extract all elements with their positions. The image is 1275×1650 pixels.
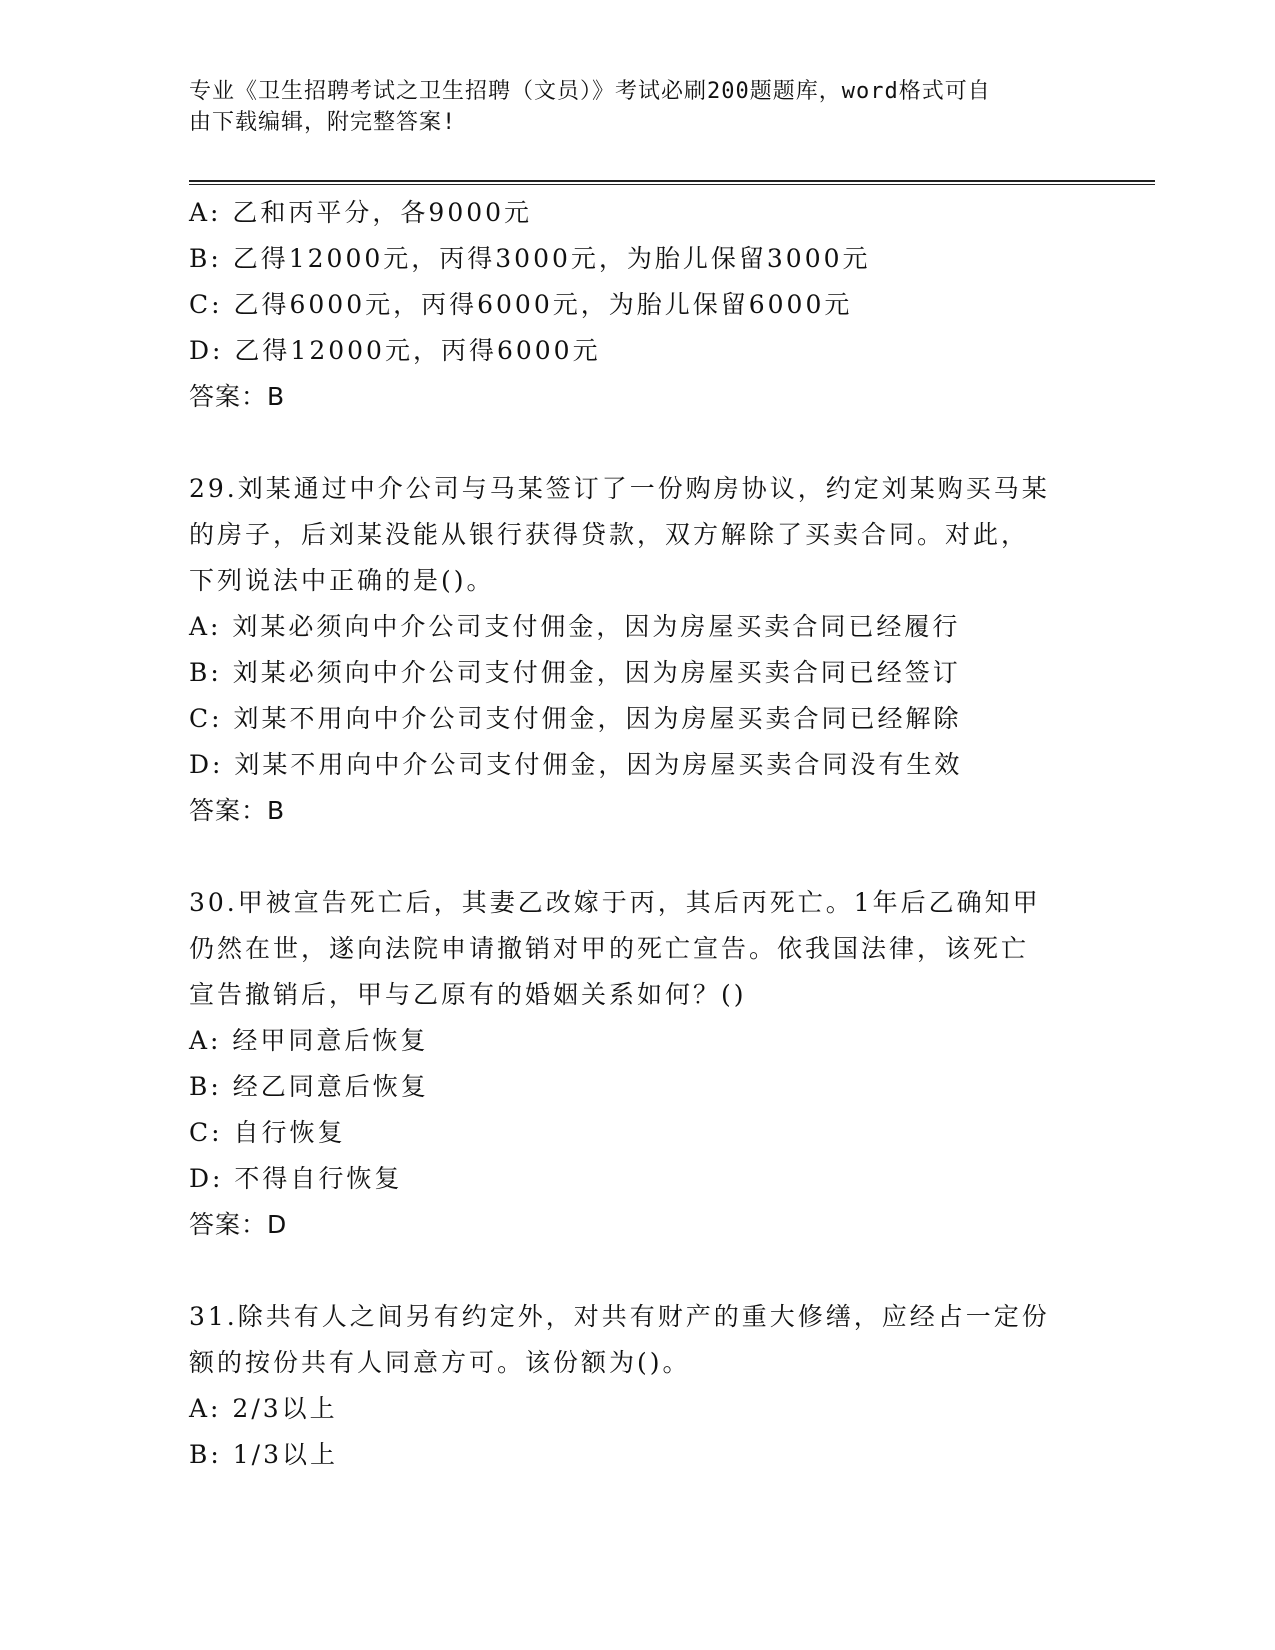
stem-line: 31.除共有人之间另有约定外，对共有财产的重大修缮，应经占一定份 [189, 1302, 1050, 1331]
header-line-2: 由下载编辑，附完整答案! [189, 110, 457, 135]
question-28 [189, 190, 1089, 420]
option-d: D: 不得自行恢复 [189, 1164, 403, 1193]
answer: 答案：D [189, 1210, 288, 1239]
header-divider [189, 180, 1155, 185]
question-stem [189, 1294, 1089, 1386]
stem-line: 额的按份共有人同意方可。该份额为()。 [189, 1348, 691, 1377]
header-line-1: 专业《卫生招聘考试之卫生招聘（文员）》考试必刷200题题库，word格式可自 [189, 79, 991, 104]
option-c: C: 自行恢复 [189, 1118, 346, 1147]
option-a: A: 经甲同意后恢复 [189, 1026, 429, 1055]
question-31 [189, 1294, 1089, 1478]
option-a: A: 2/3以上 [189, 1394, 338, 1423]
option-b: B: 经乙同意后恢复 [189, 1072, 429, 1101]
stem-line: 30.甲被宣告死亡后，其妻乙改嫁于丙，其后丙死亡。1年后乙确知甲 [189, 888, 1041, 917]
spacer [189, 834, 1089, 880]
question-30 [189, 880, 1089, 1248]
stem-line: 仍然在世，遂向法院申请撤销对甲的死亡宣告。依我国法律，该死亡 [189, 934, 1030, 963]
spacer [189, 420, 1089, 466]
option-d: D: 刘某不用向中介公司支付佣金，因为房屋买卖合同没有生效 [189, 750, 963, 779]
option-c: C: 刘某不用向中介公司支付佣金，因为房屋买卖合同已经解除 [189, 704, 962, 733]
stem-line: 宣告撤销后，甲与乙原有的婚姻关系如何？() [189, 980, 747, 1009]
question-29 [189, 466, 1089, 834]
stem-line: 下列说法中正确的是()。 [189, 566, 495, 595]
spacer [189, 1248, 1089, 1294]
question-stem [189, 466, 1089, 604]
stem-line: 29.刘某通过中介公司与马某签订了一份购房协议，约定刘某购买马某 [189, 474, 1050, 503]
question-stem [189, 880, 1089, 1018]
answer: 答案：B [189, 796, 286, 825]
option-d: D: 乙得12000元，丙得6000元 [189, 336, 601, 365]
option-b: B: 刘某必须向中介公司支付佣金，因为房屋买卖合同已经签订 [189, 658, 961, 687]
document-header [189, 76, 1069, 138]
option-a: A: 乙和丙平分，各9000元 [189, 198, 533, 227]
answer: 答案：B [189, 382, 286, 411]
stem-line: 的房子，后刘某没能从银行获得贷款，双方解除了买卖合同。对此， [189, 520, 1030, 549]
option-c: C: 乙得6000元，丙得6000元，为胎儿保留6000元 [189, 290, 853, 319]
option-b: B: 乙得12000元，丙得3000元，为胎儿保留3000元 [189, 244, 871, 273]
question-content [189, 190, 1089, 1478]
option-b: B: 1/3以上 [189, 1440, 338, 1469]
option-a: A: 刘某必须向中介公司支付佣金，因为房屋买卖合同已经履行 [189, 612, 961, 641]
